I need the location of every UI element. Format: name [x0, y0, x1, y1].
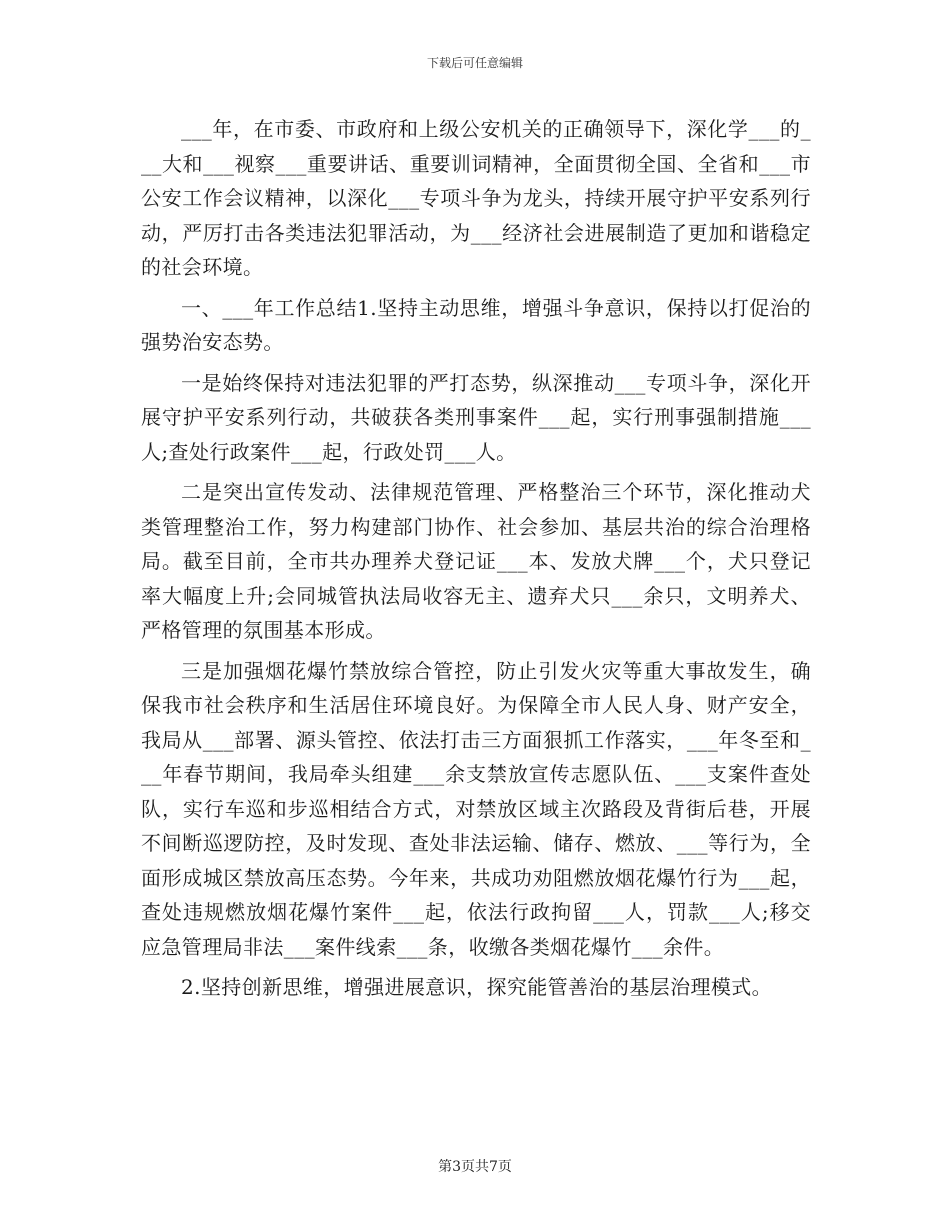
paragraph-point-three: 三是加强烟花爆竹禁放综合管控，防止引发火灾等重大事故发生，确保我市社会秩序和生活居住环境良好。为保障全市人民人身、财产安全，我局从___部署、源头管控、依法打击三方面狠抓工作落实，___年冬至和___年春节期间，我局牵头组建___余支禁放宣传志愿队伍、___支案件查处队，实行车巡和步巡相结合方式，对禁放区域主次路段及背街后巷，开展不间断巡逻防控，及时发现、查处非法运输、储存、燃放、___等行为，全面形成城区禁放高压态势。今年来，共成功劝阻燃放烟花爆竹行为___起，查处违规燃放烟花爆竹案件___起，依法行政拘留___人，罚款___人;移交应急管理局非法___案件线索___条，收缴各类烟花爆竹___余件。 [141, 658, 811, 959]
paragraph-point-one: 一是始终保持对违法犯罪的严打态势，纵深推动___专项斗争，深化开展守护平安系列行动，共破获各类刑事案件___起，实行刑事强制措施___人;查处行政案件___起，行政处罚___人。 [141, 370, 811, 464]
paragraph-intro: ___年，在市委、市政府和上级公安机关的正确领导下，深化学___的___大和___视察___重要讲话、重要训词精神，全面贯彻全国、全省和___市公安工作会议精神，以深化___专项斗争为龙头，持续开展守护平安系列行动，严厉打击各类违法犯罪活动，为___经济社会进展制造了更加和谐稳定的社会环境。 [141, 117, 811, 279]
paragraph-section-two-heading: 2.坚持创新思维，增强进展意识，探究能管善治的基层治理模式。 [181, 975, 773, 999]
paragraph-section-one-heading: 一、___年工作总结1.坚持主动思维，增强斗争意识，保持以打促治的强势治安态势。 [141, 295, 811, 354]
document-body [141, 112, 811, 1011]
paragraph-point-two: 二是突出宣传发动、法律规范管理、严格整治三个环节，深化推动犬类管理整治工作，努力构建部门协作、社会参加、基层共治的综合治理格局。截至目前，全市共办理养犬登记证___本、发放犬牌___个，犬只登记率大幅度上升;会同城管执法局收容无主、遗弃犬只___余只，文明养犬、严格管理的氛围基本形成。 [141, 480, 811, 642]
page-header: 下载后可任意编辑 [426, 56, 523, 70]
page-footer: 第3页共7页 [438, 1159, 512, 1175]
